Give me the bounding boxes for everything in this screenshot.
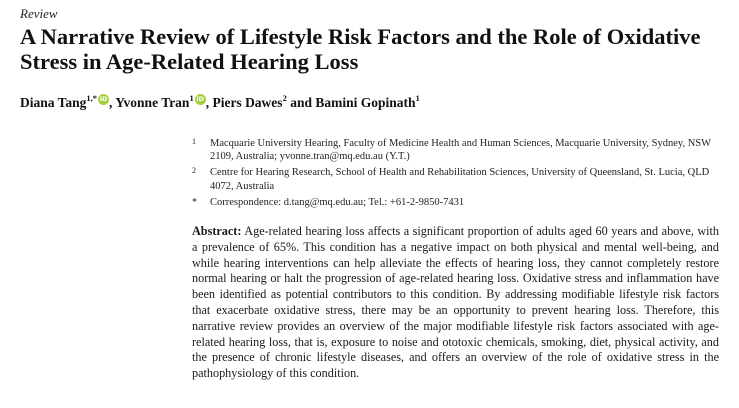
author-name: Diana Tang	[20, 95, 87, 110]
author-separator: and	[286, 95, 316, 110]
affiliation-mark: 1	[192, 137, 196, 146]
author-name: Bamini Gopinath	[315, 95, 416, 110]
author-affiliation-mark: 1,*	[86, 93, 98, 103]
affiliation-mark: 2	[192, 166, 196, 176]
author-list	[20, 94, 420, 111]
affiliation-item	[192, 166, 722, 192]
article-type: Review	[20, 6, 58, 21]
abstract	[192, 224, 719, 382]
orcid-icon[interactable]: iD	[99, 95, 108, 103]
author-separator: ,	[205, 95, 213, 110]
affiliation-item	[192, 137, 722, 163]
paper-title: A Narrative Review of Lifestyle Risk Factors and the Role of Oxidative Stress in Age-Related Hearing Loss	[20, 24, 701, 74]
orcid-icon[interactable]: iD	[196, 95, 205, 103]
author-affiliation-mark: 2	[282, 93, 287, 103]
author-separator: ,	[109, 95, 116, 110]
abstract-text: Age-related hearing loss affects a significant proportion of adults aged 60 years and above, with a prevalence of 65%. This condition has a negative impact on both physical and mental well-being, and while hearing interventions can help alleviate the effects of hearing loss, they cannot completely restore normal hearing or halt the progression of age-related hearing loss. Oxidative stress and inflammation have been identified as potential contributors to this condition. By addressing modifiable lifestyle risk factors that exacerbate oxidative stress, there may be an opportunity to prevent hearing loss. Therefore, this narrative review provides an overview of the major modifiable lifestyle risk factors associated with age-related hearing loss, that is, exposure to noise and ototoxic chemicals, smoking, diet, physical activity, and the presence of chronic lifestyle diseases, and offers an overview of the role of oxidative stress in the pathophysiology of this condition.	[192, 224, 720, 381]
author-name: Yvonne Tran	[115, 95, 190, 110]
author-affiliation-mark: 1	[415, 93, 420, 103]
affiliation-text: Centre for Hearing Research, School of Health and Rehabilitation Sciences, University of Queensland, St. Lucia, QLD 4072, Australia	[210, 167, 710, 192]
author-affiliation-mark: 1	[189, 93, 194, 103]
correspondence-mark: *	[192, 196, 197, 208]
correspondence-item	[192, 196, 722, 209]
affiliation-text: Macquarie University Hearing, Faculty of Medicine Health and Human Sciences, Macquarie University, Sydney, NSW 2109, Australia; yvonne.tran@mq.edu.au (Y.T.)	[210, 138, 711, 163]
correspondence-text: Correspondence: d.tang@mq.edu.au; Tel.: +61-2-9850-7431	[210, 196, 465, 208]
abstract-label: Abstract:	[192, 224, 242, 238]
author-name: Piers Dawes	[212, 95, 283, 110]
affiliations	[192, 137, 722, 212]
